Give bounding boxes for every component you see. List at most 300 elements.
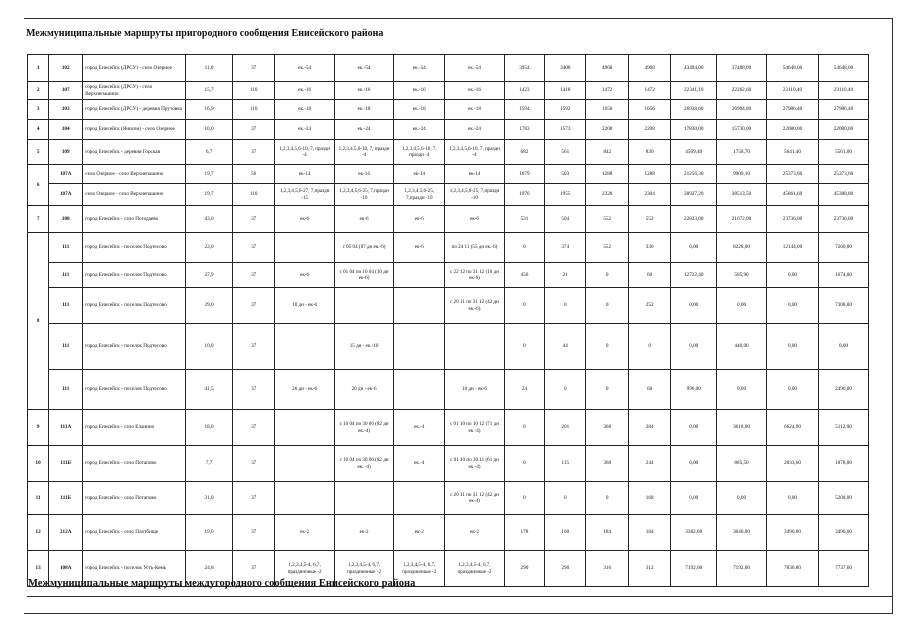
cell-p1: 1423 — [504, 82, 544, 100]
cell-km: 15,7 — [186, 82, 233, 100]
cell-f1: ек.-16 — [275, 82, 334, 100]
row-index-cell: 10 — [28, 446, 49, 482]
cell-p4: 60 — [628, 263, 670, 288]
cell-f2: 1,2,3,4,5-4, 6,7, праздничные -2 — [334, 551, 393, 587]
cell-cap: 37 — [232, 233, 274, 263]
cell-p2: 374 — [545, 233, 586, 263]
cell-route: город Енисейск - поселок Подтесово — [83, 263, 186, 288]
cell-num: 111 — [49, 370, 83, 410]
cell-s1: 996,00 — [671, 370, 717, 410]
table-row — [28, 82, 869, 100]
cell-s3: 23736,00 — [766, 206, 818, 233]
table-row — [28, 55, 869, 82]
cell-km: 18,0 — [186, 410, 233, 446]
cell-p2: 3408 — [545, 55, 586, 82]
cell-p3: 4968 — [586, 55, 628, 82]
cell-cap: 37 — [232, 263, 274, 288]
table-row — [28, 370, 869, 410]
cell-f1: ек.-18 — [275, 100, 334, 120]
cell-s3: 54648,00 — [766, 55, 818, 82]
cell-p3: 552 — [586, 206, 628, 233]
cell-s3: 0,00 — [766, 263, 818, 288]
cell-f4: 1,2,3,4,5,6-10, 7, праздн -4 — [445, 140, 504, 165]
cell-p1: 456 — [504, 263, 544, 288]
table-row — [28, 515, 869, 551]
cell-p4: 60 — [628, 370, 670, 410]
cell-p1: 1783 — [504, 120, 544, 140]
cell-f3 — [394, 482, 445, 515]
divider — [27, 596, 893, 597]
cell-s4: 5112,00 — [819, 410, 869, 446]
cell-f4: 1,2,3,4,5,6-25, 7,праздн -10 — [445, 184, 504, 206]
cell-p3: 184 — [586, 515, 628, 551]
cell-f4: ек-2 — [445, 515, 504, 551]
cell-s1: 22341,10 — [671, 82, 717, 100]
cell-route: город Енисейск - поселок Подтесово — [83, 233, 186, 263]
table-row — [28, 233, 869, 263]
row-index-cell: 9 — [28, 410, 49, 446]
cell-s3: 0,00 — [766, 288, 818, 324]
cell-p4: 1472 — [628, 82, 670, 100]
cell-p1: 290 — [504, 551, 544, 587]
cell-s1: 0,00 — [671, 410, 717, 446]
cell-route: город Енисейск - поселок Подтесово — [83, 370, 186, 410]
cell-p2: 290 — [545, 551, 586, 587]
cell-p4: 184 — [628, 515, 670, 551]
cell-cap: 56 — [232, 165, 274, 184]
cell-p3: 842 — [586, 140, 628, 165]
cell-f1: ек-14 — [275, 165, 334, 184]
table-row — [28, 100, 869, 120]
cell-p1: 0 — [504, 446, 544, 482]
cell-f3: ек.-4 — [394, 446, 445, 482]
cell-s1: 43494,00 — [671, 55, 717, 82]
cell-f2: с 10 04 по 30 06 (82 дн ек.-4) — [334, 410, 393, 446]
table-row — [28, 446, 869, 482]
cell-s2: 8228,00 — [717, 233, 767, 263]
cell-route: город Енисейск (ДРСУ) - село Озерное — [83, 55, 186, 82]
cell-p3: 368 — [586, 446, 628, 482]
cell-cap: 37 — [232, 551, 274, 587]
cell-f2: ек-2 — [334, 515, 393, 551]
table-row — [28, 410, 869, 446]
cell-p4: 2304 — [628, 184, 670, 206]
cell-num: 111Б — [49, 482, 83, 515]
cell-p1: 0 — [504, 482, 544, 515]
table-row — [28, 120, 869, 140]
cell-p2: 504 — [545, 206, 586, 233]
cell-f1 — [275, 410, 334, 446]
cell-s1: 0,00 — [671, 482, 717, 515]
cell-p4: 2208 — [628, 120, 670, 140]
cell-f3: ек-14 — [394, 165, 445, 184]
cell-route: город Енисейск (ДРСУ) - деревня Прутовка — [83, 100, 186, 120]
cell-num: 111 — [49, 263, 83, 288]
cell-f3: 1,2,3,4,5,6-25, 7,праздн -10 — [394, 184, 445, 206]
cell-s4: 1674,00 — [819, 263, 869, 288]
row-index-cell: 13 — [28, 551, 49, 587]
cell-f4: по 24 11 (55 дн ек.-6) — [445, 233, 504, 263]
cell-s3: 3496,00 — [766, 515, 818, 551]
cell-p1: 1594 — [504, 100, 544, 120]
cell-s3: 12144,00 — [766, 233, 818, 263]
cell-p3: 1472 — [586, 82, 628, 100]
cell-s1: 12722,40 — [671, 263, 717, 288]
cell-p3: 0 — [586, 288, 628, 324]
cell-f4: ек-6 — [445, 206, 504, 233]
cell-f2: 1,2,3,4,5,6-25, 7,праздн -10 — [334, 184, 393, 206]
cell-s2: 21672,00 — [717, 206, 767, 233]
cell-route: город Енисейск - деревня Горская — [83, 140, 186, 165]
cell-route: город Енисейск (Янисеи) - село Озерное — [83, 120, 186, 140]
cell-f4: ек.-24 — [445, 120, 504, 140]
cell-cap: 37 — [232, 55, 274, 82]
row-index-cell: 2 — [28, 82, 49, 100]
table-row — [28, 324, 869, 370]
cell-p4: 312 — [628, 551, 670, 587]
cell-p2: 1573 — [545, 120, 586, 140]
cell-p4: 244 — [628, 446, 670, 482]
cell-p3: 2328 — [586, 184, 628, 206]
cell-f3: ек.-18 — [394, 100, 445, 120]
cell-s2: 15730,00 — [717, 120, 767, 140]
row-index-cell: 7 — [28, 206, 49, 233]
cell-f1 — [275, 482, 334, 515]
cell-f1 — [275, 446, 334, 482]
cell-f2: ек.-16 — [334, 82, 393, 100]
cell-p1: 1079 — [504, 165, 544, 184]
cell-route: село Озерное - село Верхнепашино — [83, 165, 186, 184]
cell-f3: ек-6 — [394, 233, 445, 263]
cell-p2: 1418 — [545, 82, 586, 100]
cell-f3: 1,2,3,4,5-4, 6,7, праздничные -2 — [394, 551, 445, 587]
cell-km: 19,0 — [186, 515, 233, 551]
cell-p1: 178 — [504, 515, 544, 551]
row-index-cell: 5 — [28, 140, 49, 165]
cell-p3: 0 — [586, 324, 628, 370]
cell-cap: 37 — [232, 370, 274, 410]
cell-p3: 1288 — [586, 165, 628, 184]
cell-km: 27,9 — [186, 263, 233, 288]
cell-p3: 368 — [586, 410, 628, 446]
cell-s2: 9909,10 — [717, 165, 767, 184]
cell-f2: с 01 04 по 10 04 (10 дн ек-6) — [334, 263, 393, 288]
cell-cap: 37 — [232, 515, 274, 551]
cell-f3 — [394, 324, 445, 370]
cell-s1: 26938,60 — [671, 100, 717, 120]
cell-s4: 5208,00 — [819, 482, 869, 515]
cell-num: 104 — [49, 120, 83, 140]
cell-route: город Енисейск - поселок Подтесово — [83, 324, 186, 370]
cell-route: город Енисейск (ДРСУ) - село Верхнепашино — [83, 82, 186, 100]
cell-s2: 0,00 — [717, 370, 767, 410]
cell-km: 41,5 — [186, 370, 233, 410]
cell-f3: ек-6 — [394, 206, 445, 233]
cell-s4: 7737,60 — [819, 551, 869, 587]
cell-num: 109 — [49, 140, 83, 165]
cell-f4: ек.-16 — [445, 82, 504, 100]
cell-s4: 23736,00 — [819, 206, 869, 233]
cell-f2: ек.-18 — [334, 100, 393, 120]
cell-p3: 2208 — [586, 120, 628, 140]
cell-s3: 0,00 — [766, 370, 818, 410]
cell-p2: 1592 — [545, 100, 586, 120]
cell-p2: 201 — [545, 410, 586, 446]
cell-s2: 1758,70 — [717, 140, 767, 165]
cell-cap: 110 — [232, 100, 274, 120]
cell-s2: 0,00 — [717, 288, 767, 324]
row-index-cell: 4 — [28, 120, 49, 140]
cell-num: 107А — [49, 165, 83, 184]
cell-s3: 5641,40 — [766, 140, 818, 165]
cell-s3: 23110,40 — [766, 82, 818, 100]
cell-num: 108А — [49, 551, 83, 587]
cell-s1: 3382,00 — [671, 515, 717, 551]
cell-p1: 0 — [504, 233, 544, 263]
cell-s4: 3496,00 — [819, 515, 869, 551]
cell-f1: ек-2 — [275, 515, 334, 551]
cell-s1: 0,00 — [671, 446, 717, 482]
cell-f2: с 05 04 (87 дн ек.-6) — [334, 233, 393, 263]
cell-s2: 37488,00 — [717, 55, 767, 82]
cell-cap: 37 — [232, 288, 274, 324]
cell-cap: 37 — [232, 120, 274, 140]
cell-p1: 682 — [504, 140, 544, 165]
cell-s2: 22262,60 — [717, 82, 767, 100]
table-row — [28, 165, 869, 184]
cell-num: 108 — [49, 206, 83, 233]
cell-p1: 0 — [504, 410, 544, 446]
cell-p2: 0 — [545, 370, 586, 410]
cell-f3: 1,2,3,4,5,6-10, 7, праздн -4 — [394, 140, 445, 165]
cell-num: 111 — [49, 288, 83, 324]
cell-s2: 0,00 — [717, 482, 767, 515]
cell-f1: ек-6 — [275, 206, 334, 233]
cell-f4 — [445, 324, 504, 370]
cell-km: 29,0 — [186, 288, 233, 324]
cell-f3: ек.-16 — [394, 82, 445, 100]
cell-s4: 22080,00 — [819, 120, 869, 140]
cell-num: 103 — [49, 100, 83, 120]
cell-p2: 503 — [545, 165, 586, 184]
cell-p1: 531 — [504, 206, 544, 233]
cell-p4: 1656 — [628, 100, 670, 120]
cell-f3: ек.-54 — [394, 55, 445, 82]
cell-cap: 37 — [232, 482, 274, 515]
row-index-cell: 12 — [28, 515, 49, 551]
cell-f4: ек-14 — [445, 165, 504, 184]
cell-s1: 38927,20 — [671, 184, 717, 206]
cell-s4: 7308,00 — [819, 288, 869, 324]
cell-cap: 37 — [232, 140, 274, 165]
cell-p1: 0 — [504, 324, 544, 370]
cell-route: село Озерное - село Верхнепашино — [83, 184, 186, 206]
cell-p4: 552 — [628, 206, 670, 233]
cell-f1 — [275, 233, 334, 263]
cell-f3 — [394, 263, 445, 288]
cell-f2: ек-6 — [334, 206, 393, 233]
cell-s1: 0,00 — [671, 324, 717, 370]
cell-f3: ек.-4 — [394, 410, 445, 446]
cell-num: 111Б — [49, 446, 83, 482]
cell-p3: 0 — [586, 370, 628, 410]
cell-s2: 885,50 — [717, 446, 767, 482]
cell-f3: ек-2 — [394, 515, 445, 551]
cell-km: 43,0 — [186, 206, 233, 233]
cell-f4: ек.-18 — [445, 100, 504, 120]
cell-num: 212А — [49, 515, 83, 551]
cell-s3: 45861,60 — [766, 184, 818, 206]
cell-p3: 316 — [586, 551, 628, 587]
cell-s3: 6624,00 — [766, 410, 818, 446]
cell-p2: 0 — [545, 288, 586, 324]
cell-km: 6,7 — [186, 140, 233, 165]
cell-f2: 15 дн - ек.-10 — [334, 324, 393, 370]
cell-route: город Енисейск - поселок Усть-Кемь — [83, 551, 186, 587]
cell-s2: 440,00 — [717, 324, 767, 370]
cell-f4: 10 дн - ек-6 — [445, 370, 504, 410]
cell-f4: с 20 11 по 31 12 (42 дн ек.-6) — [445, 288, 504, 324]
cell-km: 16,9 — [186, 100, 233, 120]
cell-s3: 25373,60 — [766, 165, 818, 184]
cell-p4: 330 — [628, 233, 670, 263]
cell-p1: 0 — [504, 288, 544, 324]
cell-p2: 44 — [545, 324, 586, 370]
cell-f3 — [394, 370, 445, 410]
page-title: Межмуниципальные маршруты пригородного сообщения Енисейского района — [26, 28, 384, 39]
cell-s1: 0,00 — [671, 288, 717, 324]
cell-p4: 1288 — [628, 165, 670, 184]
cell-s1: 7192,00 — [671, 551, 717, 587]
cell-f4: с 20 11 по 31 12 (42 дн ек-4) — [445, 482, 504, 515]
cell-num: 107А — [49, 184, 83, 206]
cell-f2: 20 дн - ек-6 — [334, 370, 393, 410]
cell-p1: 3954 — [504, 55, 544, 82]
cell-cap: 37 — [232, 324, 274, 370]
cell-f1: ек.-24 — [275, 120, 334, 140]
cell-km: 19,7 — [186, 184, 233, 206]
cell-p2: 0 — [545, 482, 586, 515]
cell-km: 31,0 — [186, 482, 233, 515]
cell-p2: 115 — [545, 446, 586, 482]
cell-p4: 0 — [628, 324, 670, 370]
cell-route: город Енисейск - село Еланино — [83, 410, 186, 446]
cell-s4: 27986,40 — [819, 100, 869, 120]
row-index-cell: 3 — [28, 100, 49, 120]
cell-s1: 17830,00 — [671, 120, 717, 140]
cell-s4: 25373,60 — [819, 165, 869, 184]
cell-num: 111 — [49, 324, 83, 370]
row-index-cell: 8 — [28, 233, 49, 410]
cell-f4: с 22 12 по 31 12 (10 дн ек-6) — [445, 263, 504, 288]
cell-s4: 5561,00 — [819, 140, 869, 165]
cell-cap: 37 — [232, 410, 274, 446]
cell-s4: 23110,40 — [819, 82, 869, 100]
cell-s1: 22833,00 — [671, 206, 717, 233]
cell-p3: 1656 — [586, 100, 628, 120]
routes-table — [27, 54, 869, 587]
cell-s4: 54648,00 — [819, 55, 869, 82]
cell-num: 111А — [49, 410, 83, 446]
cell-s2: 3040,00 — [717, 515, 767, 551]
cell-f3: ек.-24 — [394, 120, 445, 140]
cell-p2: 561 — [545, 140, 586, 165]
cell-s3: 2833,60 — [766, 446, 818, 482]
cell-num: 102 — [49, 55, 83, 82]
cell-s2: 38513,50 — [717, 184, 767, 206]
cell-f1 — [275, 324, 334, 370]
cell-p2: 160 — [545, 515, 586, 551]
routes-table-body — [28, 55, 869, 587]
cell-s2: 3618,00 — [717, 410, 767, 446]
cell-route: город Енисейск - поселок Подтесово — [83, 288, 186, 324]
cell-s1: 0,00 — [671, 233, 717, 263]
cell-cap: 110 — [232, 184, 274, 206]
cell-s3: 7836,80 — [766, 551, 818, 587]
cell-route: город Енисейск - село Плотбище — [83, 515, 186, 551]
row-index-cell: 11 — [28, 482, 49, 515]
cell-f2 — [334, 482, 393, 515]
cell-route: город Енисейск - село Потапово — [83, 482, 186, 515]
cell-f2: ек-14 — [334, 165, 393, 184]
cell-f3 — [394, 288, 445, 324]
cell-cap: 37 — [232, 446, 274, 482]
cell-s4: 0,00 — [819, 324, 869, 370]
cell-s2: 7192,00 — [717, 551, 767, 587]
cell-f1: 1,2,3,4,5,6-10, 7, праздн -4 — [275, 140, 334, 165]
cell-s1: 4569,40 — [671, 140, 717, 165]
cell-s4: 7260,00 — [819, 233, 869, 263]
cell-km: 19,7 — [186, 165, 233, 184]
table-row — [28, 263, 869, 288]
cell-f1: 1,2,3,4,5-4, 6,7, праздничные -2 — [275, 551, 334, 587]
cell-p4: 168 — [628, 482, 670, 515]
section-heading-intercity: Межмуниципальные маршруты междугородного сообщения Енисейского района — [28, 578, 416, 589]
cell-km: 7,7 — [186, 446, 233, 482]
cell-s1: 21256,30 — [671, 165, 717, 184]
cell-num: 107 — [49, 82, 83, 100]
table-row — [28, 288, 869, 324]
cell-f1: 26 дн - ек-6 — [275, 370, 334, 410]
cell-p1: 24 — [504, 370, 544, 410]
cell-km: 11,0 — [186, 55, 233, 82]
cell-km: 10,0 — [186, 324, 233, 370]
cell-f2: ек.-24 — [334, 120, 393, 140]
cell-s3: 0,00 — [766, 482, 818, 515]
cell-s3: 22080,00 — [766, 120, 818, 140]
cell-p3: 0 — [586, 263, 628, 288]
cell-s3: 0,00 — [766, 324, 818, 370]
cell-f4: с 01 10 по 30.11 (61 дн ек -4) — [445, 446, 504, 482]
cell-cap: 110 — [232, 82, 274, 100]
cell-p3: 0 — [586, 482, 628, 515]
cell-f2 — [334, 288, 393, 324]
cell-f1: ек.-54 — [275, 55, 334, 82]
cell-km: 22,0 — [186, 233, 233, 263]
cell-p4: 284 — [628, 410, 670, 446]
cell-f4: 1,2,3,4,5-4, 6,7, праздничные -2 — [445, 551, 504, 587]
cell-route: город Енисейск - село Погодаево — [83, 206, 186, 233]
table-row — [28, 140, 869, 165]
cell-route: город Енисейск - село Потапово — [83, 446, 186, 482]
row-index-cell: 1 — [28, 55, 49, 82]
cell-p2: 21 — [545, 263, 586, 288]
cell-km: 10,0 — [186, 120, 233, 140]
cell-f2: 1,2,3,4,5,6-10, 7, праздн -4 — [334, 140, 393, 165]
cell-f1: ек-6 — [275, 263, 334, 288]
table-row — [28, 206, 869, 233]
cell-s2: 585,90 — [717, 263, 767, 288]
